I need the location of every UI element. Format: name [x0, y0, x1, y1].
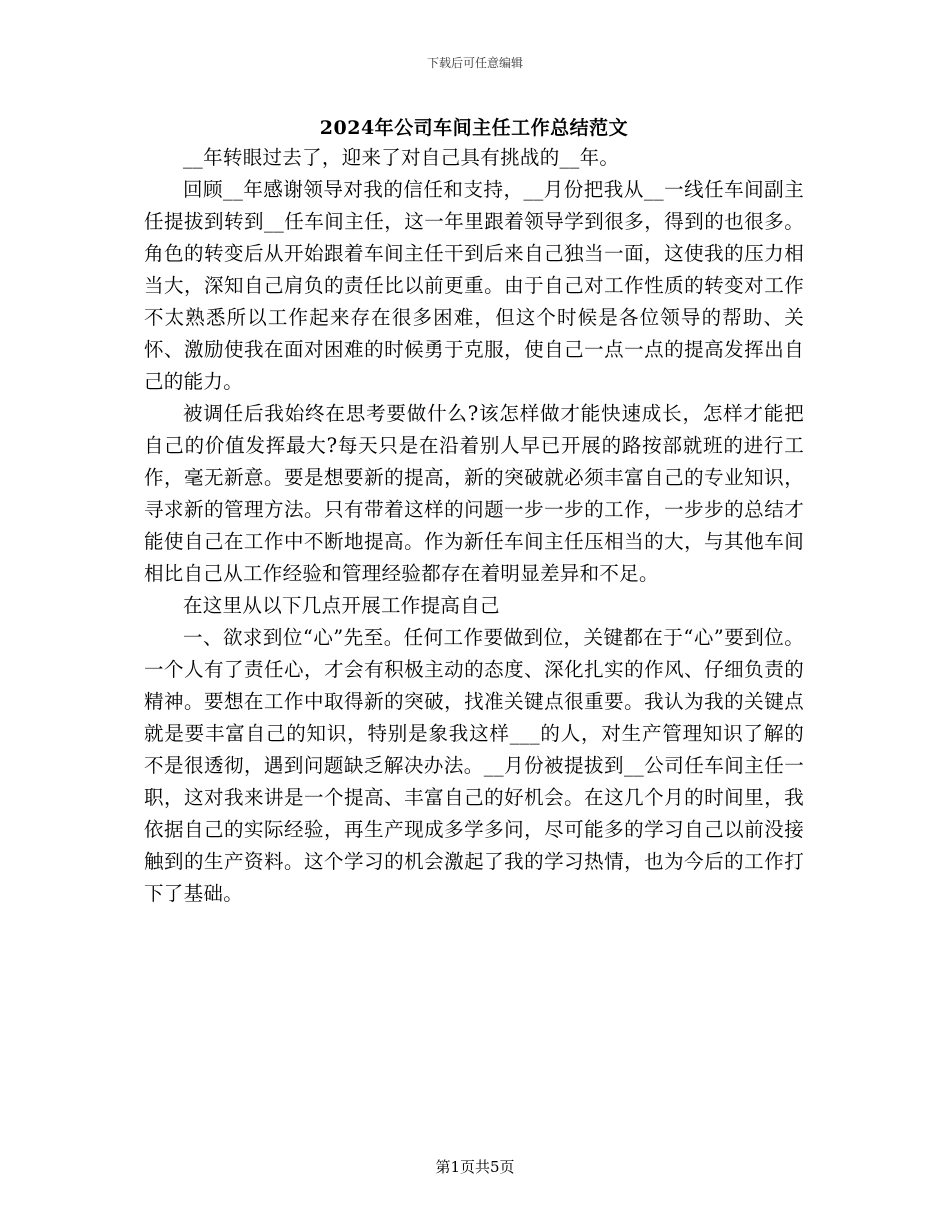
page-number: 第1页共5页 — [435, 1158, 515, 1176]
paragraph-5: 一、欲求到位“心”先至。任何工作要做到位，关键都在于“心”要到位。一个人有了责任心，才会有积极主动的态度、深化扎实的作风、仔细负责的精神。要想在工作中取得新的突破，找准关键点很重要。我认为我的关键点就是要丰富自己的知识，特别是象我这样___的人，对生产管理知识了解的不是很透彻，遇到问题缺乏解决办法。__月份被提拔到__公司任车间主任一职，这对我来讲是一个提高、丰富自己的好机会。在这几个月的时间里，我依据自己的实际经验，再生产现成多学多问，尽可能多的学习自己以前没接触到的生产资料。这个学习的机会激起了我的学习热情，也为今后的工作打下了基础。 — [144, 626, 804, 905]
document-body — [144, 114, 804, 910]
paragraph-3: 被调任后我始终在思考要做什么?该怎样做才能快速成长，怎样才能把自己的价值发挥最大?每天只是在沿着别人早已开展的路按部就班的进行工作，毫无新意。要是想要新的提高，新的突破就必须丰富自己的专业知识，寻求新的管理方法。只有带着这样的问题一步一步的工作，一步步的总结才能使自己在工作中不断地提高。作为新任车间主任压相当的大，与其他车间相比自己从工作经验和管理经验都存在着明显差异和不足。 — [144, 402, 804, 585]
page-header-note: 下载后可任意编辑 — [426, 56, 523, 70]
paragraph-1: __年转眼过去了，迎来了对自己具有挑战的__年。 — [183, 146, 620, 169]
paragraph-4: 在这里从以下几点开展工作提高自己 — [183, 594, 500, 617]
document-title: 2024年公司车间主任工作总结范文 — [319, 117, 629, 139]
paragraph-2: 回顾__年感谢领导对我的信任和支持，__月份把我从__一线任车间副主任提拔到转到__任车间主任，这一年里跟着领导学到很多，得到的也很多。角色的转变后从开始跟着车间主任干到后来自己独当一面，这使我的压力相当大，深知自己肩负的责任比以前更重。由于自己对工作性质的转变对工作不太熟悉所以工作起来存在很多困难，但这个时候是各位领导的帮助、关怀、激励使我在面对困难的时候勇于克服，使自己一点一点的提高发挥出自己的能力。 — [144, 178, 804, 393]
